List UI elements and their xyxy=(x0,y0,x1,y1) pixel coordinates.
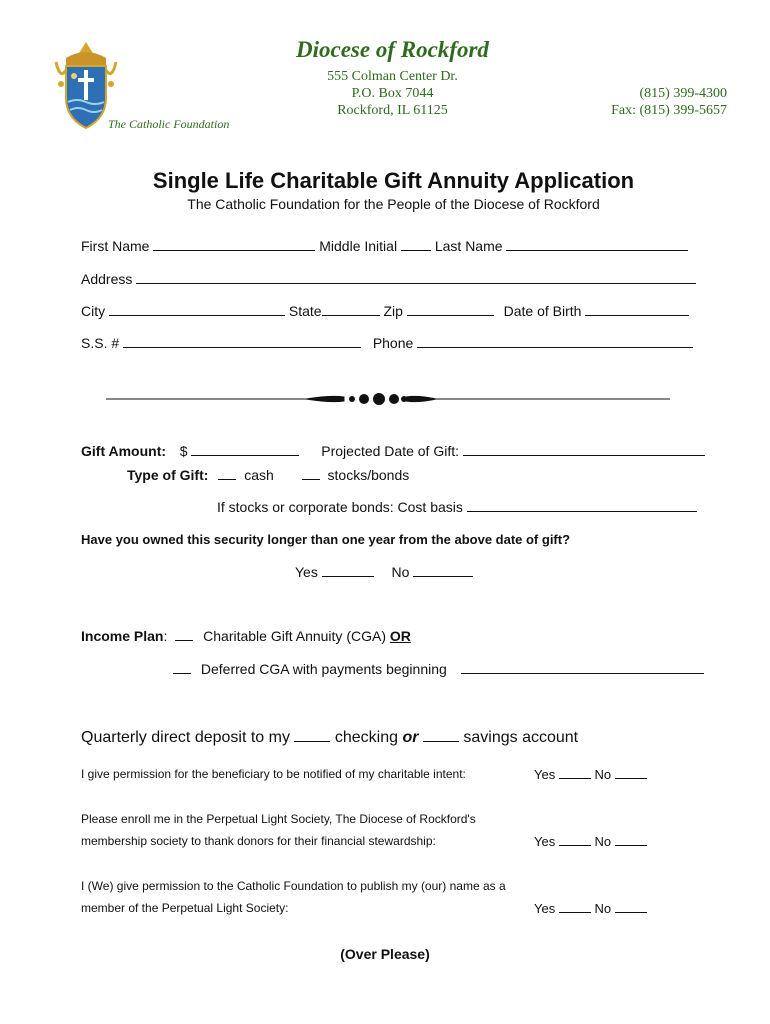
enroll-yes-field[interactable] xyxy=(559,834,591,846)
security-no-field[interactable] xyxy=(413,563,473,577)
row-city xyxy=(81,302,689,319)
notify-answer xyxy=(534,767,647,782)
middle-initial-label: Middle Initial xyxy=(319,238,398,254)
deferred-label: Deferred CGA with payments beginning xyxy=(200,661,447,677)
projected-date-field[interactable] xyxy=(463,442,705,456)
phone-field[interactable] xyxy=(417,334,693,348)
security-yes-label: Yes xyxy=(295,564,318,580)
cga-checkbox[interactable] xyxy=(175,627,193,641)
publish-yes-field[interactable] xyxy=(559,901,591,913)
deferred-date-field[interactable] xyxy=(461,660,704,674)
checking-field[interactable] xyxy=(294,727,330,742)
city-label: City xyxy=(81,303,106,319)
middle-initial-field[interactable] xyxy=(401,237,431,251)
org-address xyxy=(300,68,485,119)
notify-yes-label: Yes xyxy=(534,767,556,782)
security-yes-field[interactable] xyxy=(322,563,374,577)
state-field[interactable] xyxy=(322,302,380,316)
deposit-or: or xyxy=(402,729,419,746)
enroll-text-1: Please enroll me in the Perpetual Light Society, The Diocese of Rockford's xyxy=(81,812,476,826)
ssn-label: S.S. # xyxy=(81,335,120,351)
publish-no-label: No xyxy=(594,901,612,916)
checking-label: checking xyxy=(334,729,399,746)
row-address xyxy=(81,270,696,287)
stocks-checkbox[interactable] xyxy=(302,466,320,480)
security-question: Have you owned this security longer than one year from the above date of gift? xyxy=(81,532,571,547)
zip-label: Zip xyxy=(383,303,403,319)
cga-label: Charitable Gift Annuity (CGA) xyxy=(203,628,386,644)
publish-text-2: member of the Perpetual Light Society: xyxy=(81,901,289,915)
stocks-label: stocks/bonds xyxy=(327,467,410,483)
publish-text-1: I (We) give permission to the Catholic Foundation to publish my (our) name as a xyxy=(81,879,506,893)
publish-yes-label: Yes xyxy=(534,901,556,916)
publish-answer xyxy=(534,901,647,916)
zip-field[interactable] xyxy=(407,302,494,316)
row-ssn xyxy=(81,334,693,351)
projected-date-label: Projected Date of Gift: xyxy=(321,443,459,459)
form-title: Single Life Charitable Gift Annuity Application xyxy=(152,168,635,193)
enroll-no-label: No xyxy=(594,834,612,849)
address-field[interactable] xyxy=(136,270,696,284)
row-name xyxy=(81,237,688,254)
row-type-of-gift xyxy=(127,466,409,483)
org-contact xyxy=(611,85,727,119)
deferred-checkbox[interactable] xyxy=(173,660,191,674)
cash-label: cash xyxy=(244,467,274,483)
address-label: Address xyxy=(81,271,133,287)
row-cost-basis xyxy=(217,498,697,515)
address-line-3: Rockford, IL 61125 xyxy=(337,103,448,118)
enroll-answer xyxy=(534,834,647,849)
enroll-text-2: membership society to thank donors for their financial stewardship: xyxy=(81,834,436,848)
city-field[interactable] xyxy=(109,302,285,316)
cost-basis-field[interactable] xyxy=(467,498,697,512)
foundation-name: The Catholic Foundation xyxy=(108,117,230,131)
state-label: State xyxy=(288,303,322,319)
ssn-field[interactable] xyxy=(123,334,361,348)
dob-field[interactable] xyxy=(585,302,689,316)
gift-amount-field[interactable] xyxy=(191,442,299,456)
notify-no-label: No xyxy=(594,767,612,782)
row-deferred xyxy=(173,660,704,677)
row-income-plan xyxy=(81,627,411,644)
form-subtitle: The Catholic Foundation for the People of the Diocese of Rockford xyxy=(187,196,600,212)
income-plan-colon: : xyxy=(163,628,168,644)
phone-label: Phone xyxy=(372,335,414,351)
address-line-2: P.O. Box 7044 xyxy=(351,86,434,101)
notify-yes-field[interactable] xyxy=(559,767,591,779)
ornamental-divider xyxy=(106,388,670,410)
address-line-1: 555 Colman Center Dr. xyxy=(327,69,458,84)
notify-no-field[interactable] xyxy=(615,767,647,779)
row-security-answer xyxy=(295,563,473,580)
publish-no-field[interactable] xyxy=(615,901,647,913)
or-label: OR xyxy=(389,628,411,644)
security-no-label: No xyxy=(391,564,410,580)
row-gift-amount xyxy=(81,442,705,459)
org-phone: (815) 399-4300 xyxy=(639,86,727,101)
first-name-label: First Name xyxy=(81,238,150,254)
cost-basis-label: If stocks or corporate bonds: Cost basis xyxy=(217,499,463,515)
enroll-yes-label: Yes xyxy=(534,834,556,849)
org-title: Diocese of Rockford xyxy=(296,37,489,62)
last-name-field[interactable] xyxy=(506,237,688,251)
deposit-label: Quarterly direct deposit to my xyxy=(81,729,290,746)
first-name-field[interactable] xyxy=(153,237,315,251)
income-plan-label: Income Plan xyxy=(81,628,164,644)
notify-text: I give permission for the beneficiary to be notified of my charitable intent: xyxy=(81,767,466,781)
cash-checkbox[interactable] xyxy=(218,466,236,480)
type-of-gift-label: Type of Gift: xyxy=(127,467,209,483)
gift-amount-label: Gift Amount: xyxy=(81,443,167,459)
org-fax: Fax: (815) 399-5657 xyxy=(611,103,727,118)
row-deposit xyxy=(81,727,578,747)
over-please: (Over Please) xyxy=(340,946,430,962)
enroll-no-field[interactable] xyxy=(615,834,647,846)
last-name-label: Last Name xyxy=(434,238,503,254)
dollar-sign: $ xyxy=(179,443,188,459)
savings-label: savings account xyxy=(463,729,579,746)
dob-label: Date of Birth xyxy=(503,303,582,319)
savings-field[interactable] xyxy=(423,727,459,742)
